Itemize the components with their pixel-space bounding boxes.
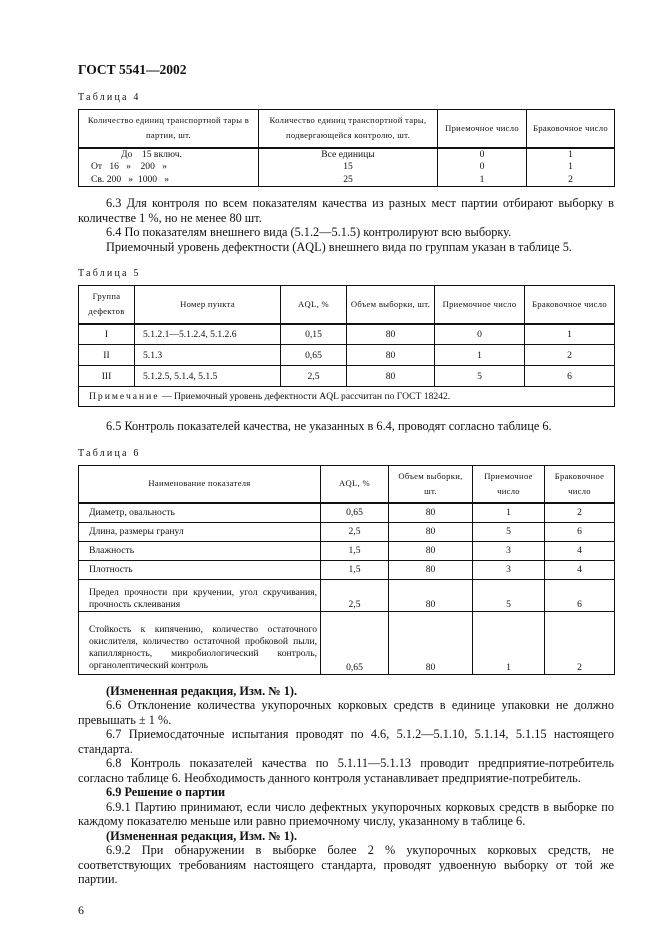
table-row <box>79 345 615 366</box>
cell: 0 <box>438 161 527 174</box>
cell: 4 <box>545 541 615 560</box>
note-text: — Приемочный уровень дефектности AQL рассчитан по ГОСТ 18242. <box>159 391 451 402</box>
table6-caption: Таблица 6 <box>78 447 141 459</box>
cell: Стойкость к кипячению, количество остаточного окислителя, количество остаточной пробковой пыли, капиллярность, микробиологический контроль, органолептический контроль <box>79 611 321 674</box>
cell: III <box>79 366 135 387</box>
cell: 0,15 <box>281 324 347 345</box>
cell: 80 <box>389 541 473 560</box>
table-row <box>79 611 615 674</box>
paragraph-6-3: 6.3 Для контроля по всем показателям качества из разных мест партии отбирают выборку в количестве 1 %, но не менее 80 шт. <box>78 196 614 225</box>
cell: 80 <box>347 324 435 345</box>
table4-header: Приемочное число <box>438 110 527 148</box>
cell: 6 <box>545 579 615 611</box>
page-number: 6 <box>78 902 84 917</box>
paragraph-6-4: 6.4 По показателям внешнего вида (5.1.2—5.1.5) контролируют всю выборку. <box>106 225 512 239</box>
table6-header: Браковочное число <box>545 465 615 503</box>
cell: 80 <box>347 366 435 387</box>
cell: 1,5 <box>321 541 389 560</box>
paragraph-6-7: 6.7 Приемосдаточные испытания проводят по 4.6, 5.1.2—5.1.10, 5.1.14, 5.1.15 настоящего стандарта. <box>78 727 614 756</box>
table-row <box>79 174 615 187</box>
cell: 3 <box>473 541 545 560</box>
table-row <box>79 324 615 345</box>
table5-header: AQL, % <box>281 286 347 324</box>
cell: Влажность <box>79 541 321 560</box>
cell: 0,65 <box>281 345 347 366</box>
table5 <box>78 285 615 407</box>
table4-header: Количество единиц транспортной тары, подвергающейся контролю, шт. <box>259 110 438 148</box>
cell: 2 <box>527 174 615 187</box>
table5-header: Объем выборки, шт. <box>347 286 435 324</box>
table5-note-row <box>79 387 615 407</box>
cell: 0 <box>435 324 525 345</box>
paragraph-6-9-1: 6.9.1 Партию принимают, если число дефектных укупорочных корковых средств в выборке по каждому показателю меньше или равно приемочному числу, указанному в таблице 6. <box>78 799 614 828</box>
cell: 3 <box>473 560 545 579</box>
note-label: Примечание <box>89 391 160 402</box>
paragraph-6-9-2: 6.9.2 При обнаружении в выборке более 2 % укупорочных корковых средств, не соответствующих требованиям настоящего стандарта, проводят удвоенную выборку от той же партии. <box>78 843 614 886</box>
table6-header: AQL, % <box>321 465 389 503</box>
cell: 2,5 <box>281 366 347 387</box>
cell: 1,5 <box>321 560 389 579</box>
cell: 80 <box>389 611 473 674</box>
cell: 5 <box>435 366 525 387</box>
cell: Все единицы <box>259 148 438 162</box>
cell: 80 <box>389 503 473 522</box>
cell: Плотность <box>79 560 321 579</box>
amendment-note: (Измененная редакция, Изм. № 1). <box>106 683 298 698</box>
cell: 5.1.3 <box>135 345 281 366</box>
cell: 1 <box>473 503 545 522</box>
cell: 1 <box>527 148 615 162</box>
paragraph-6-8: 6.8 Контроль показателей качества по 5.1.11—5.1.13 проводит предприятие-потребитель согласно таблице 6. Необходимость данного контроля устанавливает предприятие-потребитель. <box>78 756 614 785</box>
section-6-9-heading: 6.9 Решение о партии <box>106 785 226 799</box>
table-row <box>79 148 615 162</box>
table-row <box>79 522 615 541</box>
cell: 15 <box>259 161 438 174</box>
cell: Длина, размеры гранул <box>79 522 321 541</box>
cell: 2 <box>525 345 615 366</box>
paragraphs-6-3-6-4 <box>78 196 614 254</box>
cell: 1 <box>473 611 545 674</box>
cell: Св. 200 » 1000 » <box>79 174 259 187</box>
table-row <box>79 541 615 560</box>
cell: 80 <box>347 345 435 366</box>
table6-header: Приемочное число <box>473 465 545 503</box>
paragraph-6-5: 6.5 Контроль показателей качества, не указанных в 6.4, проводят согласно таблице 6. <box>106 419 552 433</box>
document-header: ГОСТ 5541—2002 <box>78 62 187 77</box>
paragraph-6-5-block <box>78 419 614 434</box>
table5-header: Группа дефектов <box>79 286 135 324</box>
table5-header: Браковочное число <box>525 286 615 324</box>
table5-header: Номер пункта <box>135 286 281 324</box>
table4-caption: Таблица 4 <box>78 92 141 103</box>
cell: 25 <box>259 174 438 187</box>
cell: 5.1.2.5, 5.1.4, 5.1.5 <box>135 366 281 387</box>
table-row <box>79 560 615 579</box>
cell: 5.1.2.1—5.1.2.4, 5.1.2.6 <box>135 324 281 345</box>
cell: 6 <box>545 522 615 541</box>
cell: 1 <box>525 324 615 345</box>
cell: 0 <box>438 148 527 162</box>
cell: 6 <box>525 366 615 387</box>
table4-header: Количество единиц транспортной тары в партии, шт. <box>79 110 259 148</box>
amendment-note: (Измененная редакция, Изм. № 1). <box>106 828 298 843</box>
cell: 1 <box>527 161 615 174</box>
table5-header: Приемочное число <box>435 286 525 324</box>
table-row <box>79 161 615 174</box>
cell: От 16 » 200 » <box>79 161 259 174</box>
paragraph-aql: Приемочный уровень дефектности (AQL) внешнего вида по группам указан в таблице 5. <box>106 239 572 254</box>
cell: 2,5 <box>321 522 389 541</box>
table6-header: Объем выборки, шт. <box>389 465 473 503</box>
document-page <box>78 62 614 917</box>
cell: I <box>79 324 135 345</box>
table-row <box>79 366 615 387</box>
table-row <box>79 503 615 522</box>
cell: До 15 включ. <box>79 148 259 162</box>
paragraph-6-6: 6.6 Отклонение количества укупорочных корковых средств в единице упаковки не должно превышать ± 1 %. <box>78 698 614 727</box>
table4-header: Браковочное число <box>527 110 615 148</box>
table6 <box>78 465 615 675</box>
cell: 80 <box>389 560 473 579</box>
cell: 4 <box>545 560 615 579</box>
cell: 2 <box>545 503 615 522</box>
cell: 80 <box>389 579 473 611</box>
cell: 5 <box>473 522 545 541</box>
table4 <box>78 109 615 187</box>
cell: II <box>79 345 135 366</box>
cell: 1 <box>438 174 527 187</box>
table5-caption: Таблица 5 <box>78 268 141 279</box>
table-row <box>79 579 615 611</box>
cell: 2 <box>545 611 615 674</box>
cell: 5 <box>473 579 545 611</box>
cell: Предел прочности при кручении, угол скручивания, прочность склеивания <box>79 579 321 611</box>
paragraphs-6-6-6-9 <box>78 684 614 887</box>
cell: 2,5 <box>321 579 389 611</box>
table6-header: Наименование показателя <box>79 465 321 503</box>
cell: 0,65 <box>321 611 389 674</box>
cell: Диаметр, овальность <box>79 503 321 522</box>
cell: 80 <box>389 522 473 541</box>
cell: 1 <box>435 345 525 366</box>
cell: 0,65 <box>321 503 389 522</box>
